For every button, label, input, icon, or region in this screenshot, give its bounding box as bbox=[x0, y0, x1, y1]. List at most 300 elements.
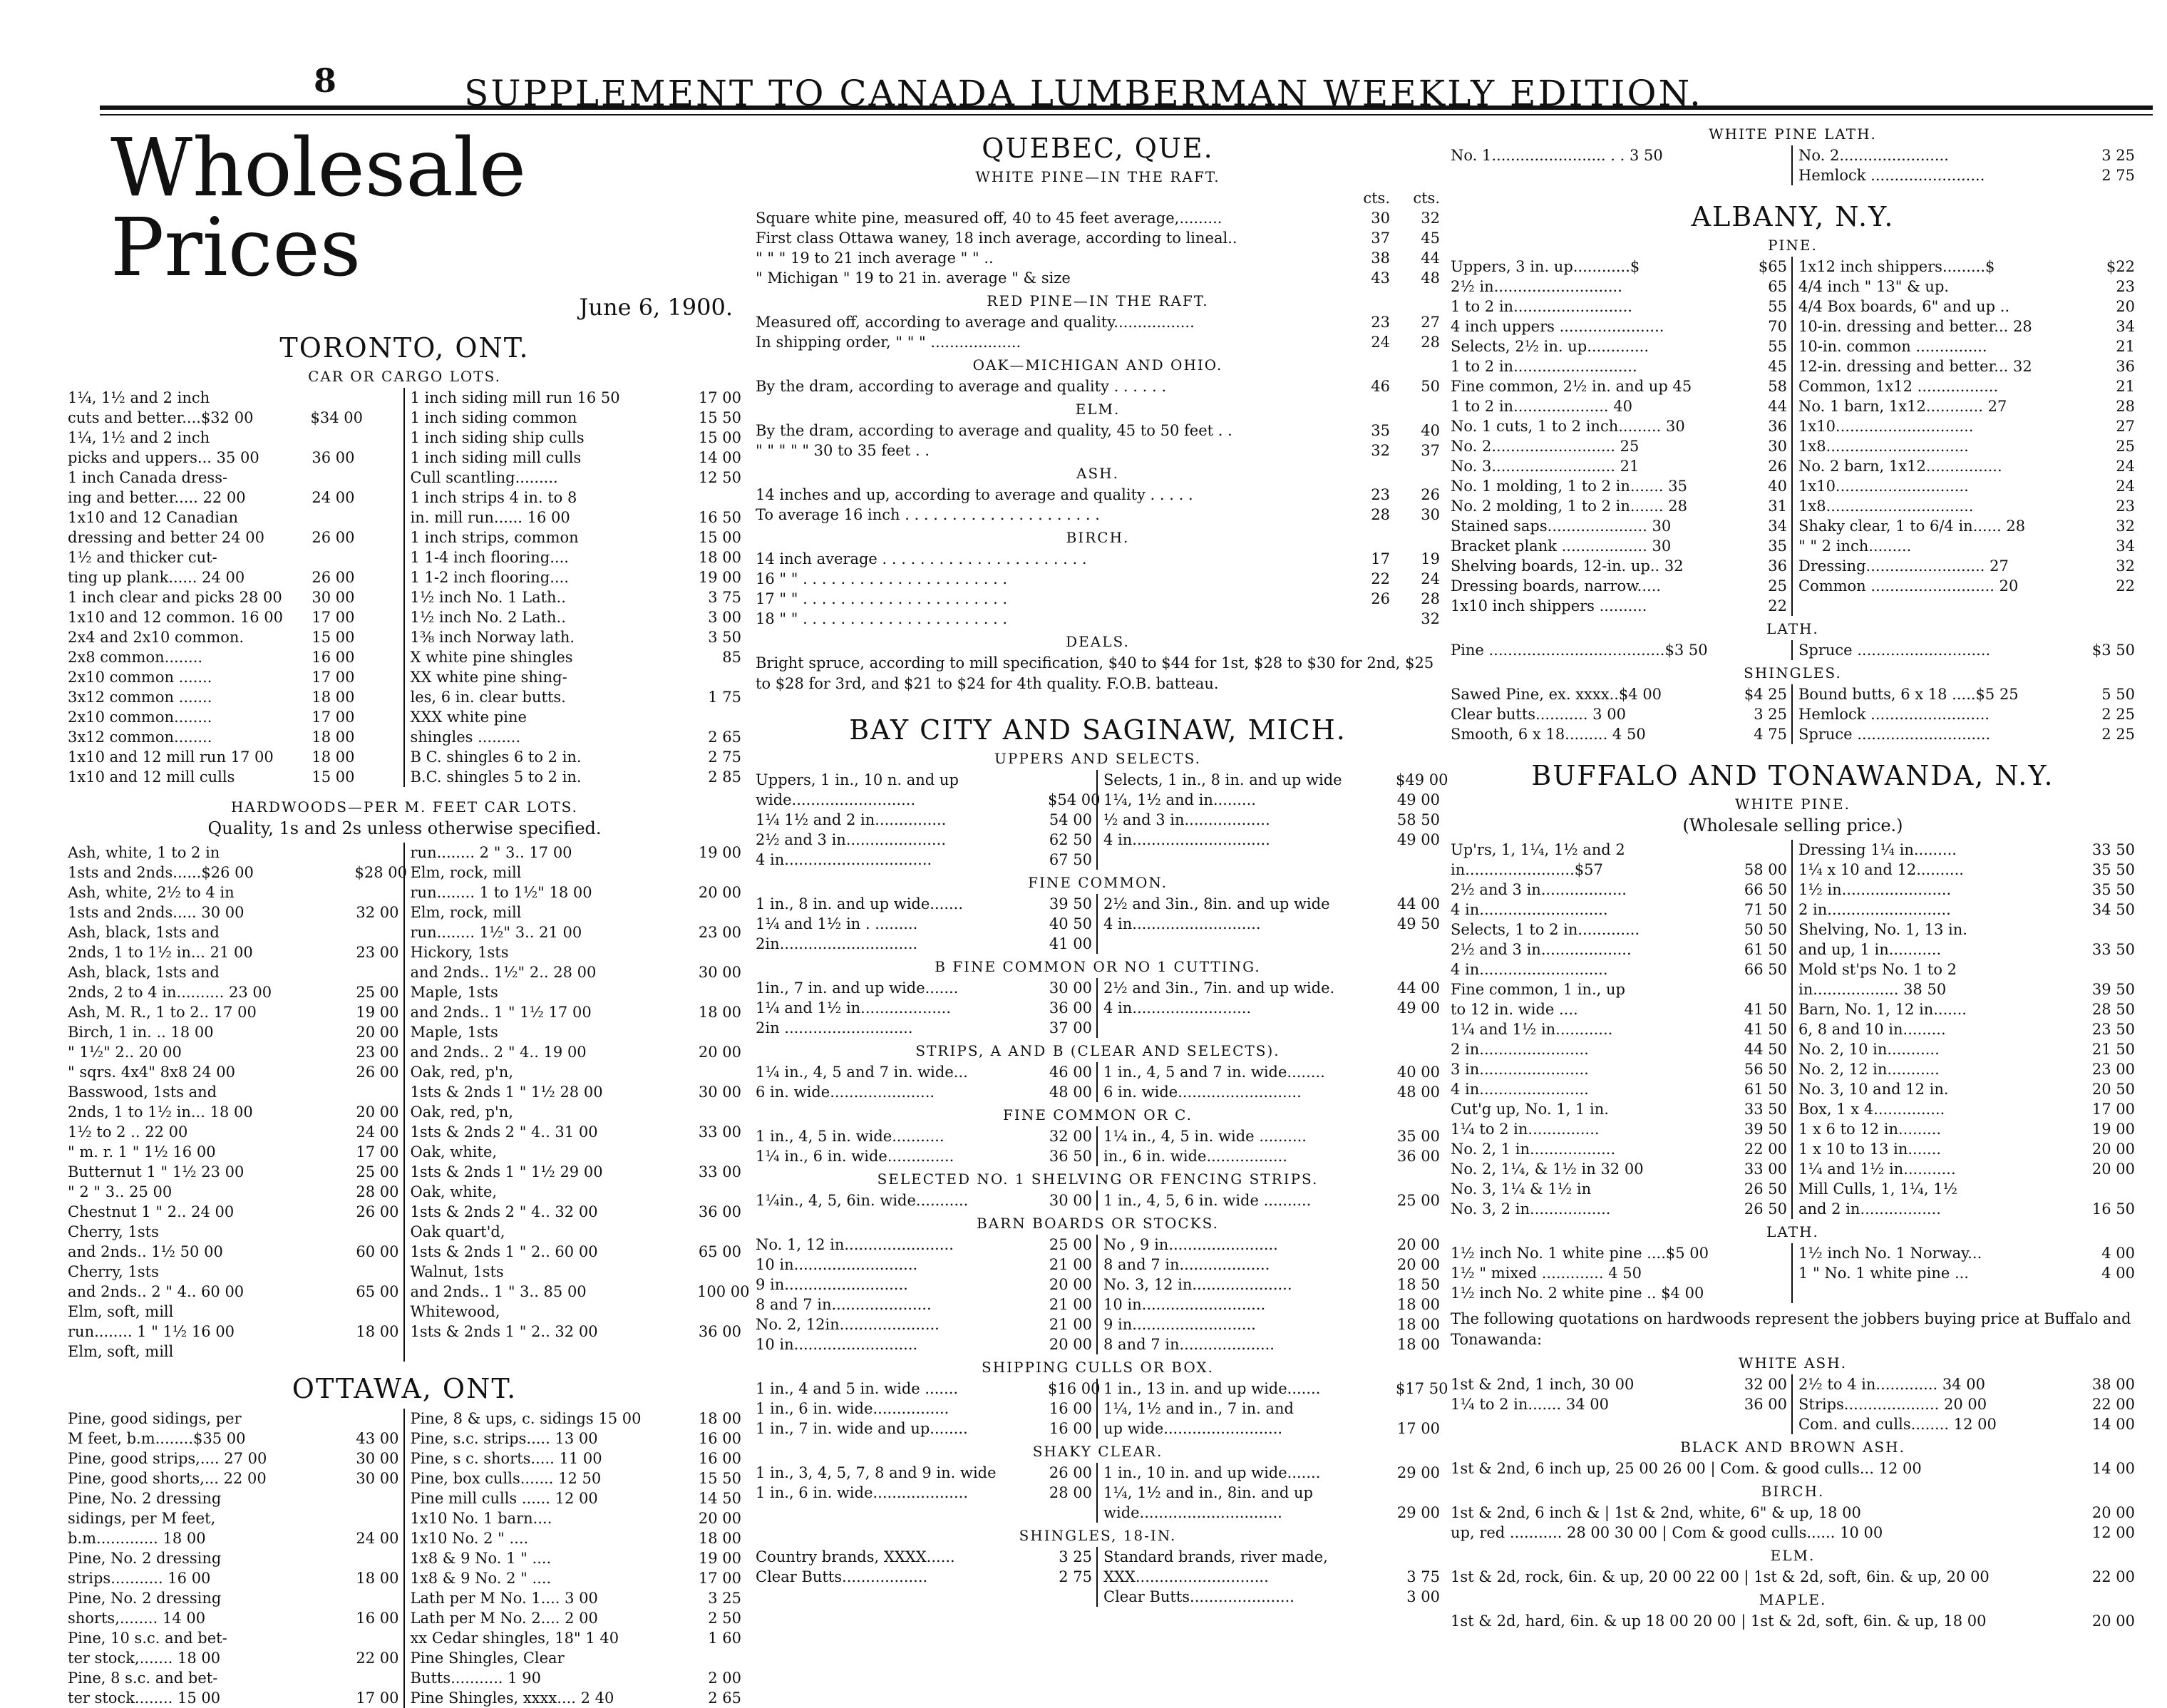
item-description: Basswood, 1sts and bbox=[68, 1084, 217, 1101]
item-description: Strips.................... 20 00 bbox=[1798, 1396, 1987, 1413]
price-value: $4 25 bbox=[1744, 686, 1787, 703]
price-row bbox=[411, 707, 742, 727]
price-row bbox=[1451, 356, 1787, 376]
price-row bbox=[1103, 1315, 1440, 1334]
price-row bbox=[68, 627, 399, 647]
price-list bbox=[756, 376, 1440, 396]
price-value bbox=[697, 1648, 741, 1668]
item-description: b.m............. 18 00 bbox=[68, 1530, 206, 1547]
price-value: 17 bbox=[1371, 550, 1390, 567]
price-value: 35 50 bbox=[2091, 881, 2135, 898]
price-row bbox=[411, 468, 742, 488]
item-description: 1 in., 13 in. and up wide....... bbox=[1103, 1380, 1321, 1397]
price-row bbox=[1798, 257, 2135, 277]
price-value: 24 00 bbox=[356, 1123, 399, 1141]
price-value bbox=[697, 863, 741, 883]
price-list-left bbox=[1451, 1243, 1793, 1303]
price-row bbox=[411, 982, 742, 1002]
item-description: Selects, 1 in., 8 in. and up wide bbox=[1103, 771, 1342, 788]
item-description: 1 inch clear and picks 28 00 bbox=[68, 589, 282, 606]
item-description: Ash, white, 2½ to 4 in bbox=[68, 884, 235, 901]
item-description: 1¼, 1½ and in......... bbox=[1103, 791, 1256, 808]
item-description: xx Cedar shingles, 18" 1 40 bbox=[410, 1630, 619, 1647]
price-list-left bbox=[1451, 684, 1793, 744]
item-description: Pine, box culls....... 12 50 bbox=[410, 1470, 602, 1487]
item-description: 4 in........................... bbox=[1103, 915, 1261, 932]
price-value bbox=[355, 1588, 399, 1608]
price-value: 16 00 bbox=[312, 649, 355, 666]
price-value: 70 bbox=[1768, 318, 1787, 335]
item-description: 1x8 & 9 No. 1 " .... bbox=[410, 1550, 552, 1567]
price-row bbox=[1798, 940, 2135, 960]
item-description: Maple, 1sts bbox=[410, 1024, 498, 1041]
item-description: No. 3, 2 in................. bbox=[1451, 1200, 1611, 1218]
price-value: 56 50 bbox=[1744, 1061, 1787, 1078]
price-row bbox=[411, 1508, 742, 1528]
price-value: 20 00 bbox=[1396, 1236, 1440, 1253]
price-value: 2 65 bbox=[708, 1689, 741, 1707]
price-value: 20 00 bbox=[356, 1024, 399, 1041]
price-row bbox=[411, 747, 742, 767]
price-table bbox=[68, 1409, 741, 1708]
price-value: 19 00 bbox=[698, 844, 741, 861]
item-description: Oak, white, bbox=[410, 1183, 498, 1200]
item-description: 3 in....................... bbox=[1451, 1061, 1589, 1078]
price-row bbox=[1798, 684, 2135, 704]
price-row bbox=[68, 1002, 399, 1022]
price-row bbox=[1103, 810, 1440, 830]
price-row bbox=[1451, 1503, 2135, 1523]
price-list-left bbox=[756, 770, 1101, 870]
price-row bbox=[1798, 1243, 2135, 1263]
price-value: 18 00 bbox=[698, 1530, 741, 1547]
price-row bbox=[756, 1255, 1092, 1275]
price-value bbox=[355, 408, 399, 428]
item-description: 8 and 7 in..................... bbox=[756, 1296, 932, 1313]
price-value: 41 00 bbox=[1049, 935, 1092, 952]
price-value: 25 00 bbox=[356, 984, 399, 1001]
section-subtitle: WHITE ASH. bbox=[1738, 1354, 1848, 1372]
price-list-left bbox=[68, 1409, 405, 1708]
item-description: Clear Butts...................... bbox=[1103, 1588, 1294, 1605]
price-row bbox=[1103, 998, 1440, 1018]
price-value: 26 00 bbox=[312, 569, 355, 586]
item-description: " sqrs. 4x4" 8x8 24 00 bbox=[68, 1064, 235, 1081]
price-row bbox=[68, 1568, 399, 1588]
item-description: Maple, 1sts bbox=[410, 984, 498, 1001]
price-value: 17 00 bbox=[698, 1570, 741, 1587]
price-value bbox=[1743, 145, 1787, 165]
price-value: 1 75 bbox=[708, 689, 741, 706]
item-description: 2x10 common........ bbox=[68, 709, 212, 726]
price-row bbox=[411, 1262, 742, 1282]
item-description: Oak, white, bbox=[410, 1143, 498, 1161]
price-value: 24 00 bbox=[312, 489, 355, 506]
price-row bbox=[1103, 894, 1440, 914]
item-description: 1½ " mixed ............. 4 50 bbox=[1451, 1265, 1642, 1282]
price-row bbox=[1798, 640, 2135, 660]
item-description: 1st & 2d, hard, 6in. & up 18 00 20 00 | 1st & 2d, soft, 6in. & up, 18 00 bbox=[1451, 1612, 1987, 1630]
item-description: 1¼ x 10 and 12.......... bbox=[1798, 861, 1964, 878]
item-description: strips........... 16 00 bbox=[68, 1570, 211, 1587]
price-row bbox=[68, 667, 399, 687]
item-description: 1st & 2nd, 6 inch up, 25 00 26 00 | Com. & good culls... 12 00 bbox=[1451, 1460, 1922, 1477]
section-subtitle: CAR OR CARGO LOTS. bbox=[308, 368, 501, 385]
item-description: 6 in. wide.......................... bbox=[1103, 1084, 1302, 1101]
price-value: 22 00 bbox=[1744, 1141, 1787, 1158]
price-row bbox=[68, 1449, 399, 1468]
price-list-right bbox=[1098, 894, 1440, 954]
price-row bbox=[756, 810, 1092, 830]
price-value: 3 00 bbox=[708, 609, 741, 626]
item-description: " m. r. 1 " 1½ 16 00 bbox=[68, 1143, 216, 1161]
price-row bbox=[1103, 1082, 1440, 1102]
price-list bbox=[1451, 1503, 2135, 1543]
item-description: No. 1 barn, 1x12............ 27 bbox=[1798, 398, 2007, 415]
item-description: 1sts & 2nds 1 " 2.. 32 00 bbox=[410, 1323, 598, 1340]
item-description: 1 to 2 in.................... 40 bbox=[1451, 398, 1632, 415]
price-value: 18 00 bbox=[312, 689, 355, 706]
price-value: 21 00 bbox=[1049, 1256, 1092, 1273]
item-description: No. 2, 10 in........... bbox=[1798, 1041, 1940, 1058]
price-row bbox=[68, 1468, 399, 1488]
price-value: 24 bbox=[1371, 334, 1390, 351]
item-description: X white pine shingles bbox=[410, 649, 573, 666]
price-row bbox=[1451, 536, 1787, 556]
section-subtitle: ELM. bbox=[1770, 1547, 1816, 1564]
price-row bbox=[1798, 277, 2135, 297]
price-value bbox=[355, 1262, 399, 1282]
item-description: 1 in., 7 in. wide and up........ bbox=[756, 1420, 968, 1437]
price-value: 30 00 bbox=[698, 1084, 741, 1101]
price-value bbox=[697, 1062, 741, 1082]
item-description: and up, 1 in........... bbox=[1798, 941, 1942, 958]
price-value: 26 00 bbox=[312, 529, 355, 546]
price-row bbox=[1451, 1523, 2135, 1543]
price-value: 29 00 bbox=[1396, 1464, 1440, 1481]
price-row bbox=[68, 388, 399, 408]
item-description: Pine, good shorts,... 22 00 bbox=[68, 1470, 267, 1487]
price-value: 36 00 bbox=[312, 449, 355, 466]
item-description: and 2nds.. 2 " 4.. 60 00 bbox=[68, 1283, 245, 1300]
price-value bbox=[355, 1409, 399, 1429]
price-row bbox=[68, 727, 399, 747]
price-value: 19 00 bbox=[356, 1004, 399, 1021]
price-row bbox=[1798, 1414, 2135, 1434]
item-description: 1¼ and 1½ in............ bbox=[1451, 1021, 1613, 1038]
item-description: Mold st'ps No. 1 to 2 bbox=[1798, 961, 1957, 978]
item-description: Selects, 2½ in. up............. bbox=[1451, 338, 1649, 355]
item-description: No. 2.......................... 25 bbox=[1451, 438, 1640, 455]
price-value: 49 00 bbox=[1396, 999, 1440, 1017]
price-value: 28 50 bbox=[2091, 1001, 2135, 1018]
item-description: 1x10 and 12 mill run 17 00 bbox=[68, 748, 274, 766]
price-row bbox=[411, 1528, 742, 1548]
price-value: 24 bbox=[2116, 458, 2135, 475]
price-list-left bbox=[1451, 1374, 1793, 1434]
price-row bbox=[1451, 1199, 1787, 1219]
price-row bbox=[68, 1548, 399, 1568]
price-value bbox=[355, 843, 399, 863]
item-description: in. mill run...... 16 00 bbox=[410, 509, 570, 526]
price-row bbox=[411, 647, 742, 667]
price-value: 23 00 bbox=[2091, 1061, 2135, 1078]
item-description: Cherry, 1sts bbox=[68, 1263, 159, 1280]
price-value: 32 bbox=[1421, 210, 1440, 227]
price-value: 20 00 bbox=[698, 884, 741, 901]
price-value: 21 50 bbox=[2091, 1041, 2135, 1058]
item-description: No. 1 molding, 1 to 2 in....... 35 bbox=[1451, 478, 1687, 495]
price-value: 58 00 bbox=[1744, 861, 1787, 878]
price-table bbox=[1451, 145, 2135, 185]
item-description: cuts and better....$32 00 bbox=[68, 409, 254, 426]
price-value: 20 bbox=[2116, 298, 2135, 315]
price-value: 2 75 bbox=[2101, 167, 2135, 184]
price-value bbox=[1743, 979, 1787, 999]
item-description: 2in............................. bbox=[756, 935, 918, 952]
item-description: 12-in. dressing and better... 32 bbox=[1798, 358, 2032, 375]
price-row bbox=[68, 647, 399, 667]
price-value: 43 00 bbox=[356, 1430, 399, 1447]
price-value: 18 00 bbox=[1396, 1296, 1440, 1313]
item-description: " " " 19 to 21 inch average " " .. bbox=[756, 249, 994, 267]
price-value: 32 00 bbox=[356, 904, 399, 921]
item-description: Birch, 1 in. .. 18 00 bbox=[68, 1024, 214, 1041]
item-description: Cull scantling......... bbox=[410, 469, 558, 486]
price-row bbox=[68, 942, 399, 962]
price-row bbox=[756, 998, 1092, 1018]
price-row bbox=[68, 982, 399, 1002]
section-subtitle: SELECTED NO. 1 SHELVING OR FENCING STRIPS. bbox=[877, 1171, 1319, 1188]
item-description: up, red ........... 28 00 30 00 | Com & good culls...... 10 00 bbox=[1451, 1524, 1883, 1541]
price-value: 2 65 bbox=[708, 729, 741, 746]
price-table bbox=[1451, 1374, 2135, 1434]
price-list-right bbox=[1098, 1062, 1440, 1102]
price-value: 61 50 bbox=[1744, 1081, 1787, 1098]
price-row bbox=[1451, 436, 1787, 456]
price-row bbox=[68, 488, 399, 508]
item-description: By the dram, according to average and quality . . . . . . bbox=[756, 378, 1166, 395]
item-description: Pine, good sidings, per bbox=[68, 1410, 242, 1427]
price-value bbox=[355, 448, 399, 468]
price-value: 26 bbox=[1371, 590, 1390, 607]
item-description: 1 inch siding ship culls bbox=[410, 429, 585, 446]
price-row bbox=[1798, 317, 2135, 336]
item-description: 1½ in....................... bbox=[1798, 881, 1952, 898]
item-description: XXX white pine bbox=[410, 709, 527, 726]
price-value: 24 bbox=[1421, 570, 1440, 587]
item-description: Pine, 8 s.c. and bet- bbox=[68, 1670, 218, 1687]
item-description: No. 2 barn, 1x12................ bbox=[1798, 458, 2002, 475]
price-row bbox=[68, 587, 399, 607]
price-list-left bbox=[756, 1190, 1098, 1210]
price-value bbox=[355, 767, 399, 787]
section-subtitle: OAK—MICHIGAN AND OHIO. bbox=[972, 356, 1223, 374]
price-row bbox=[756, 1190, 1092, 1210]
price-row bbox=[68, 1242, 399, 1262]
price-value: 34 bbox=[2116, 537, 2135, 555]
price-list-left bbox=[68, 843, 405, 1362]
price-value: 16 00 bbox=[698, 1450, 741, 1467]
price-value: 18 00 bbox=[1396, 1336, 1440, 1353]
item-description: Elm, rock, mill bbox=[410, 864, 522, 881]
price-row bbox=[411, 767, 742, 787]
price-row bbox=[1798, 880, 2135, 900]
price-row bbox=[1798, 556, 2135, 576]
item-description: No. 2 molding, 1 to 2 in....... 28 bbox=[1451, 498, 1687, 515]
item-description: 1x10 and 12 common. 16 00 bbox=[68, 609, 284, 626]
item-description: ter stock........ 15 00 bbox=[68, 1689, 221, 1707]
price-value: 35 50 bbox=[2091, 861, 2135, 878]
item-description: 1 in., 6 in. wide................ bbox=[756, 1400, 949, 1417]
price-row bbox=[1798, 1039, 2135, 1059]
item-description: 1 in., 8 in. and up wide....... bbox=[756, 895, 964, 912]
item-description: 1x10............................ bbox=[1798, 478, 1969, 495]
price-value: 3 25 bbox=[2101, 147, 2135, 164]
section-title: BAY CITY AND SAGINAW, MICH. bbox=[849, 714, 1347, 746]
price-value bbox=[697, 902, 741, 922]
price-row bbox=[756, 1126, 1092, 1146]
price-row bbox=[1798, 536, 2135, 556]
price-value: 46 00 bbox=[1049, 1064, 1092, 1081]
item-description: 14 inches and up, according to average and quality . . . . . bbox=[756, 486, 1193, 503]
item-description: 4/4 inch " 13" & up. bbox=[1798, 278, 1950, 295]
price-value: 23 00 bbox=[698, 924, 741, 941]
price-value: 48 00 bbox=[1049, 1084, 1092, 1101]
item-description: Pine, s.c. strips..... 13 00 bbox=[410, 1430, 598, 1447]
price-value: 34 50 bbox=[2091, 901, 2135, 918]
price-row bbox=[411, 687, 742, 707]
item-description: 1x12 inch shippers.........$ bbox=[1798, 258, 1995, 275]
item-description: Fine common, 2½ in. and up 45 bbox=[1451, 378, 1692, 395]
item-description: picks and uppers... 35 00 bbox=[68, 449, 259, 466]
price-row bbox=[68, 922, 399, 942]
price-value: 4 00 bbox=[2101, 1245, 2135, 1262]
price-value: 32 bbox=[1421, 610, 1440, 627]
price-value bbox=[697, 1022, 741, 1042]
price-value bbox=[355, 567, 399, 587]
price-row bbox=[756, 1334, 1092, 1354]
item-description: 1x10 and 12 mill culls bbox=[68, 768, 235, 786]
price-value: 16 00 bbox=[1049, 1400, 1092, 1417]
item-description: 1sts and 2nds......$26 00 bbox=[68, 864, 254, 881]
price-value: 49 00 bbox=[1396, 831, 1440, 848]
price-value bbox=[355, 1488, 399, 1508]
item-description: No. 2, 1¼, & 1½ in 32 00 bbox=[1451, 1161, 1644, 1178]
price-row bbox=[1451, 416, 1787, 436]
price-row bbox=[1103, 1399, 1440, 1419]
item-description: 2½ and 3in., 8in. and up wide bbox=[1103, 895, 1330, 912]
price-row bbox=[1798, 436, 2135, 456]
price-row bbox=[411, 1468, 742, 1488]
price-row bbox=[756, 312, 1440, 332]
price-row bbox=[1451, 1099, 1787, 1119]
price-row bbox=[1103, 1503, 1440, 1523]
price-row bbox=[68, 863, 407, 883]
price-value: 36 00 bbox=[1049, 999, 1092, 1017]
price-value: 12 00 bbox=[2091, 1524, 2135, 1541]
price-row bbox=[411, 1608, 742, 1628]
price-value bbox=[355, 587, 399, 607]
masthead-title: SUPPLEMENT TO CANADA LUMBERMAN WEEKLY EDITION. bbox=[464, 73, 1703, 114]
price-row bbox=[68, 1082, 399, 1102]
item-description: B C. shingles 6 to 2 in. bbox=[410, 748, 582, 766]
section-subtitle: MAPLE. bbox=[1759, 1591, 1827, 1608]
price-value: 54 00 bbox=[1049, 811, 1092, 828]
price-row bbox=[1103, 914, 1440, 934]
section-title: BUFFALO AND TONAWANDA, N.Y. bbox=[1531, 760, 2054, 791]
price-row bbox=[68, 1282, 399, 1302]
item-description: Whitewood, bbox=[410, 1303, 500, 1320]
price-value: $22 bbox=[2106, 258, 2135, 275]
item-description: Barn, No. 1, 12 in....... bbox=[1798, 1001, 1967, 1018]
price-row bbox=[68, 448, 399, 468]
price-value: 45 bbox=[1421, 230, 1440, 247]
item-description: and 2 in................. bbox=[1798, 1200, 1941, 1218]
price-value: 41 50 bbox=[1744, 1001, 1787, 1018]
price-row bbox=[68, 567, 399, 587]
price-value: 71 50 bbox=[1744, 901, 1787, 918]
price-row bbox=[1451, 257, 1787, 277]
item-description: No. 2....................... bbox=[1798, 147, 1949, 164]
item-description: in.................. 38 50 bbox=[1798, 981, 1947, 998]
price-value: 18 00 bbox=[312, 729, 355, 746]
price-row bbox=[756, 505, 1440, 525]
item-description: 10 in.......................... bbox=[756, 1336, 918, 1353]
price-value bbox=[311, 468, 355, 488]
price-row bbox=[1103, 1334, 1440, 1354]
item-description: Chestnut 1 " 2.. 24 00 bbox=[68, 1203, 235, 1220]
item-description: 1¼, 1½ and 2 inch bbox=[68, 389, 210, 406]
section-subtitle: LATH. bbox=[1766, 620, 1819, 637]
item-description: " 1½" 2.. 20 00 bbox=[68, 1044, 182, 1061]
price-value: 20 00 bbox=[2091, 1612, 2135, 1630]
item-description: Pine Shingles, Clear bbox=[410, 1650, 565, 1667]
price-value: 14 00 bbox=[2091, 1416, 2135, 1433]
item-description: XX white pine shing- bbox=[410, 669, 567, 686]
item-description: Cherry, 1sts bbox=[68, 1223, 159, 1240]
price-value bbox=[311, 388, 355, 408]
price-row bbox=[756, 770, 1092, 790]
price-row bbox=[1798, 1199, 2135, 1219]
item-description: Up'rs, 1, 1¼, 1½ and 2 bbox=[1451, 841, 1625, 858]
price-table bbox=[1451, 684, 2135, 744]
price-table bbox=[756, 1379, 1448, 1439]
price-value: 27 bbox=[2116, 418, 2135, 435]
price-table bbox=[756, 1463, 1440, 1523]
price-value: 5 50 bbox=[2101, 686, 2135, 703]
price-value: 58 50 bbox=[1396, 811, 1440, 828]
item-description: in.......................$57 bbox=[1451, 861, 1603, 878]
price-value: 22 bbox=[1768, 597, 1787, 614]
section-subtitle: BLACK AND BROWN ASH. bbox=[1680, 1439, 1905, 1456]
price-value bbox=[697, 667, 741, 687]
item-description: 1 x 6 to 12 in......... bbox=[1798, 1121, 1942, 1138]
section-subtitle: FINE COMMON. bbox=[1028, 874, 1168, 891]
price-row bbox=[1451, 684, 1787, 704]
price-row bbox=[1451, 317, 1787, 336]
price-row bbox=[756, 228, 1440, 248]
price-table bbox=[1451, 840, 2135, 1219]
price-row bbox=[1798, 920, 2135, 940]
price-value: 55 bbox=[1768, 338, 1787, 355]
item-description: Lath per M No. 2.... 2 00 bbox=[410, 1610, 598, 1627]
price-value: 36 00 bbox=[1396, 1148, 1440, 1165]
price-row bbox=[411, 408, 742, 428]
item-description: Stained saps..................... 30 bbox=[1451, 518, 1672, 535]
price-value: 18 00 bbox=[356, 1323, 399, 1340]
item-description: 1sts & 2nds 2 " 4.. 31 00 bbox=[410, 1123, 598, 1141]
